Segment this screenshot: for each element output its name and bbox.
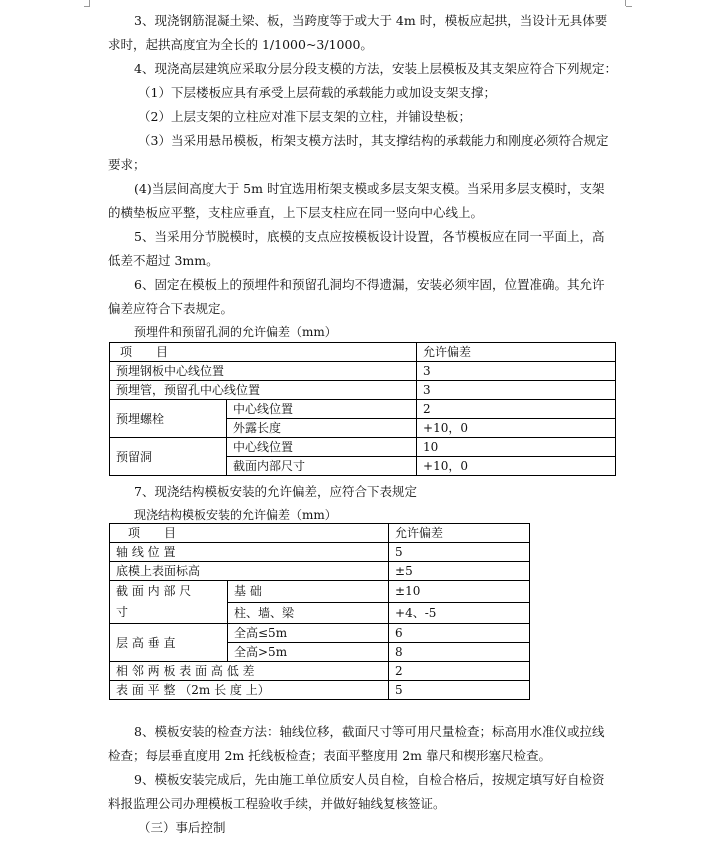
embedded-parts-tolerance-table: [109, 342, 616, 476]
table-row: [110, 524, 530, 543]
table-cell: 3: [417, 381, 616, 400]
paragraph-line: 5、当采用分节脱模时，底模的支点应按模板设计设置，各节模板应在同一平面上，高: [134, 229, 605, 244]
table-cell-text: 寸: [116, 605, 129, 619]
table-cell: 全高≤5m: [228, 624, 389, 643]
table-cell: 基 础: [228, 581, 389, 603]
table-cell: 中心线位置: [227, 438, 417, 457]
table-cell: 预埋管，预留孔中心线位置: [110, 381, 417, 400]
formwork-installation-tolerance-table: [109, 523, 530, 700]
table-cell: 预埋钢板中心线位置: [110, 362, 417, 381]
table-cell: 层 高 垂 直: [110, 624, 228, 662]
table-row: [110, 438, 616, 457]
table-cell: 2: [417, 400, 616, 419]
table-row: [110, 543, 530, 562]
paragraph-line: （1）下层楼板应具有承受上层荷载的承载能力或加设支架支撑；: [138, 85, 496, 100]
table-row: [110, 662, 530, 681]
table-header-cell: 项 目: [110, 343, 417, 362]
table-cell: 截面内部尺寸: [227, 457, 417, 476]
table-cell: +10，0: [417, 457, 616, 476]
paragraph-line: 9、模板安装完成后，先由施工单位质安人员自检，自检合格后，按规定填写好自检资: [134, 772, 605, 787]
table-cell: 底模上表面标高: [110, 562, 389, 581]
table-header-cell: 允许偏差: [417, 343, 616, 362]
paragraph-line: 偏差应符合下表规定。: [108, 301, 234, 316]
table-row: [110, 624, 530, 643]
table-cell: 相 邻 两 板 表 面 高 低 差: [110, 662, 389, 681]
table-row: [110, 362, 616, 381]
table-cell: 2: [389, 662, 530, 681]
paragraph-line: (4)当层间高度大于 5m 时宜选用桁架支模或多层支架支模。当采用多层支模时，支架: [134, 181, 605, 196]
page-corner-mark: [84, 6, 90, 7]
table-row: [110, 581, 530, 603]
paragraph-line: 低差不超过 3mm。: [108, 253, 219, 268]
table-cell: [110, 581, 228, 624]
paragraph-line: 要求；: [108, 157, 146, 172]
section-heading: （三）事后控制: [138, 820, 226, 835]
paragraph-line: 7、现浇结构模板安装的允许偏差，应符合下表规定: [134, 484, 417, 499]
paragraph-line: 3、现浇钢筋混凝土梁、板，当跨度等于或大于 4m 时，模板应起拱，当设计无具体要: [134, 13, 608, 28]
table-cell: 预埋螺栓: [110, 400, 227, 438]
table-cell: 3: [417, 362, 616, 381]
table-row: [110, 400, 616, 419]
table-row: [110, 343, 616, 362]
paragraph-line: 6、固定在模板上的预埋件和预留孔洞均不得遗漏，安装必须牢固，位置准确。其允许: [134, 277, 605, 292]
table-row: [110, 562, 530, 581]
paragraph-line: 求时，起拱高度宜为全长的 1/1000~3/1000。: [108, 37, 373, 52]
table-cell: 5: [389, 543, 530, 562]
table-cell: +4、-5: [389, 602, 530, 624]
paragraph-line: （3）当采用悬吊模板，桁架支模方法时，其支撑结构的承载能力和刚度必须符合规定: [138, 133, 609, 148]
table-cell: 中心线位置: [227, 400, 417, 419]
table-cell: 6: [389, 624, 530, 643]
table-cell: 5: [389, 681, 530, 700]
table-cell: 外露长度: [227, 419, 417, 438]
paragraph-line: 检查；每层垂直度用 2m 托线板检查；表面平整度用 2m 靠尺和楔形塞尺检查。: [108, 748, 552, 763]
table-cell: 全高>5m: [228, 643, 389, 662]
table-header-cell: 项 目: [110, 524, 389, 543]
table-cell-text: 截 面 内 部 尺: [116, 584, 192, 598]
table-row: [110, 681, 530, 700]
table-cell: 8: [389, 643, 530, 662]
paragraph-line: 8、模板安装的检查方法：轴线位移，截面尺寸等可用尺量检查；标高用水准仪或拉线: [134, 724, 605, 739]
table-cell: ±5: [389, 562, 530, 581]
table-caption: 预埋件和预留孔洞的允许偏差（mm）: [134, 325, 337, 339]
table-cell: 表 面 平 整 （2m 长 度 上）: [110, 681, 389, 700]
paragraph-line: （2）上层支架的立柱应对准下层支架的立柱，并铺设垫板；: [138, 109, 471, 124]
table-cell: +10，0: [417, 419, 616, 438]
page-corner-mark: [626, 6, 632, 7]
table-cell: 10: [417, 438, 616, 457]
table-cell: 轴 线 位 置: [110, 543, 389, 562]
table-cell: 预留洞: [110, 438, 227, 476]
table-row: [110, 381, 616, 400]
table-header-cell: 允许偏差: [389, 524, 530, 543]
paragraph-line: 料报监理公司办理模板工程验收手续，并做好轴线复核签证。: [108, 796, 446, 811]
table-caption: 现浇结构模板安装的允许偏差（mm）: [134, 508, 337, 522]
table-cell: 柱、墙、梁: [228, 602, 389, 624]
paragraph-line: 的横垫板应平整，支柱应垂直，上下层支柱应在同一竖向中心线上。: [108, 205, 484, 220]
paragraph-line: 4、现浇高层建筑应采取分层分段支模的方法，安装上层模板及其支架应符合下列规定：: [134, 61, 617, 76]
table-cell: ±10: [389, 581, 530, 603]
